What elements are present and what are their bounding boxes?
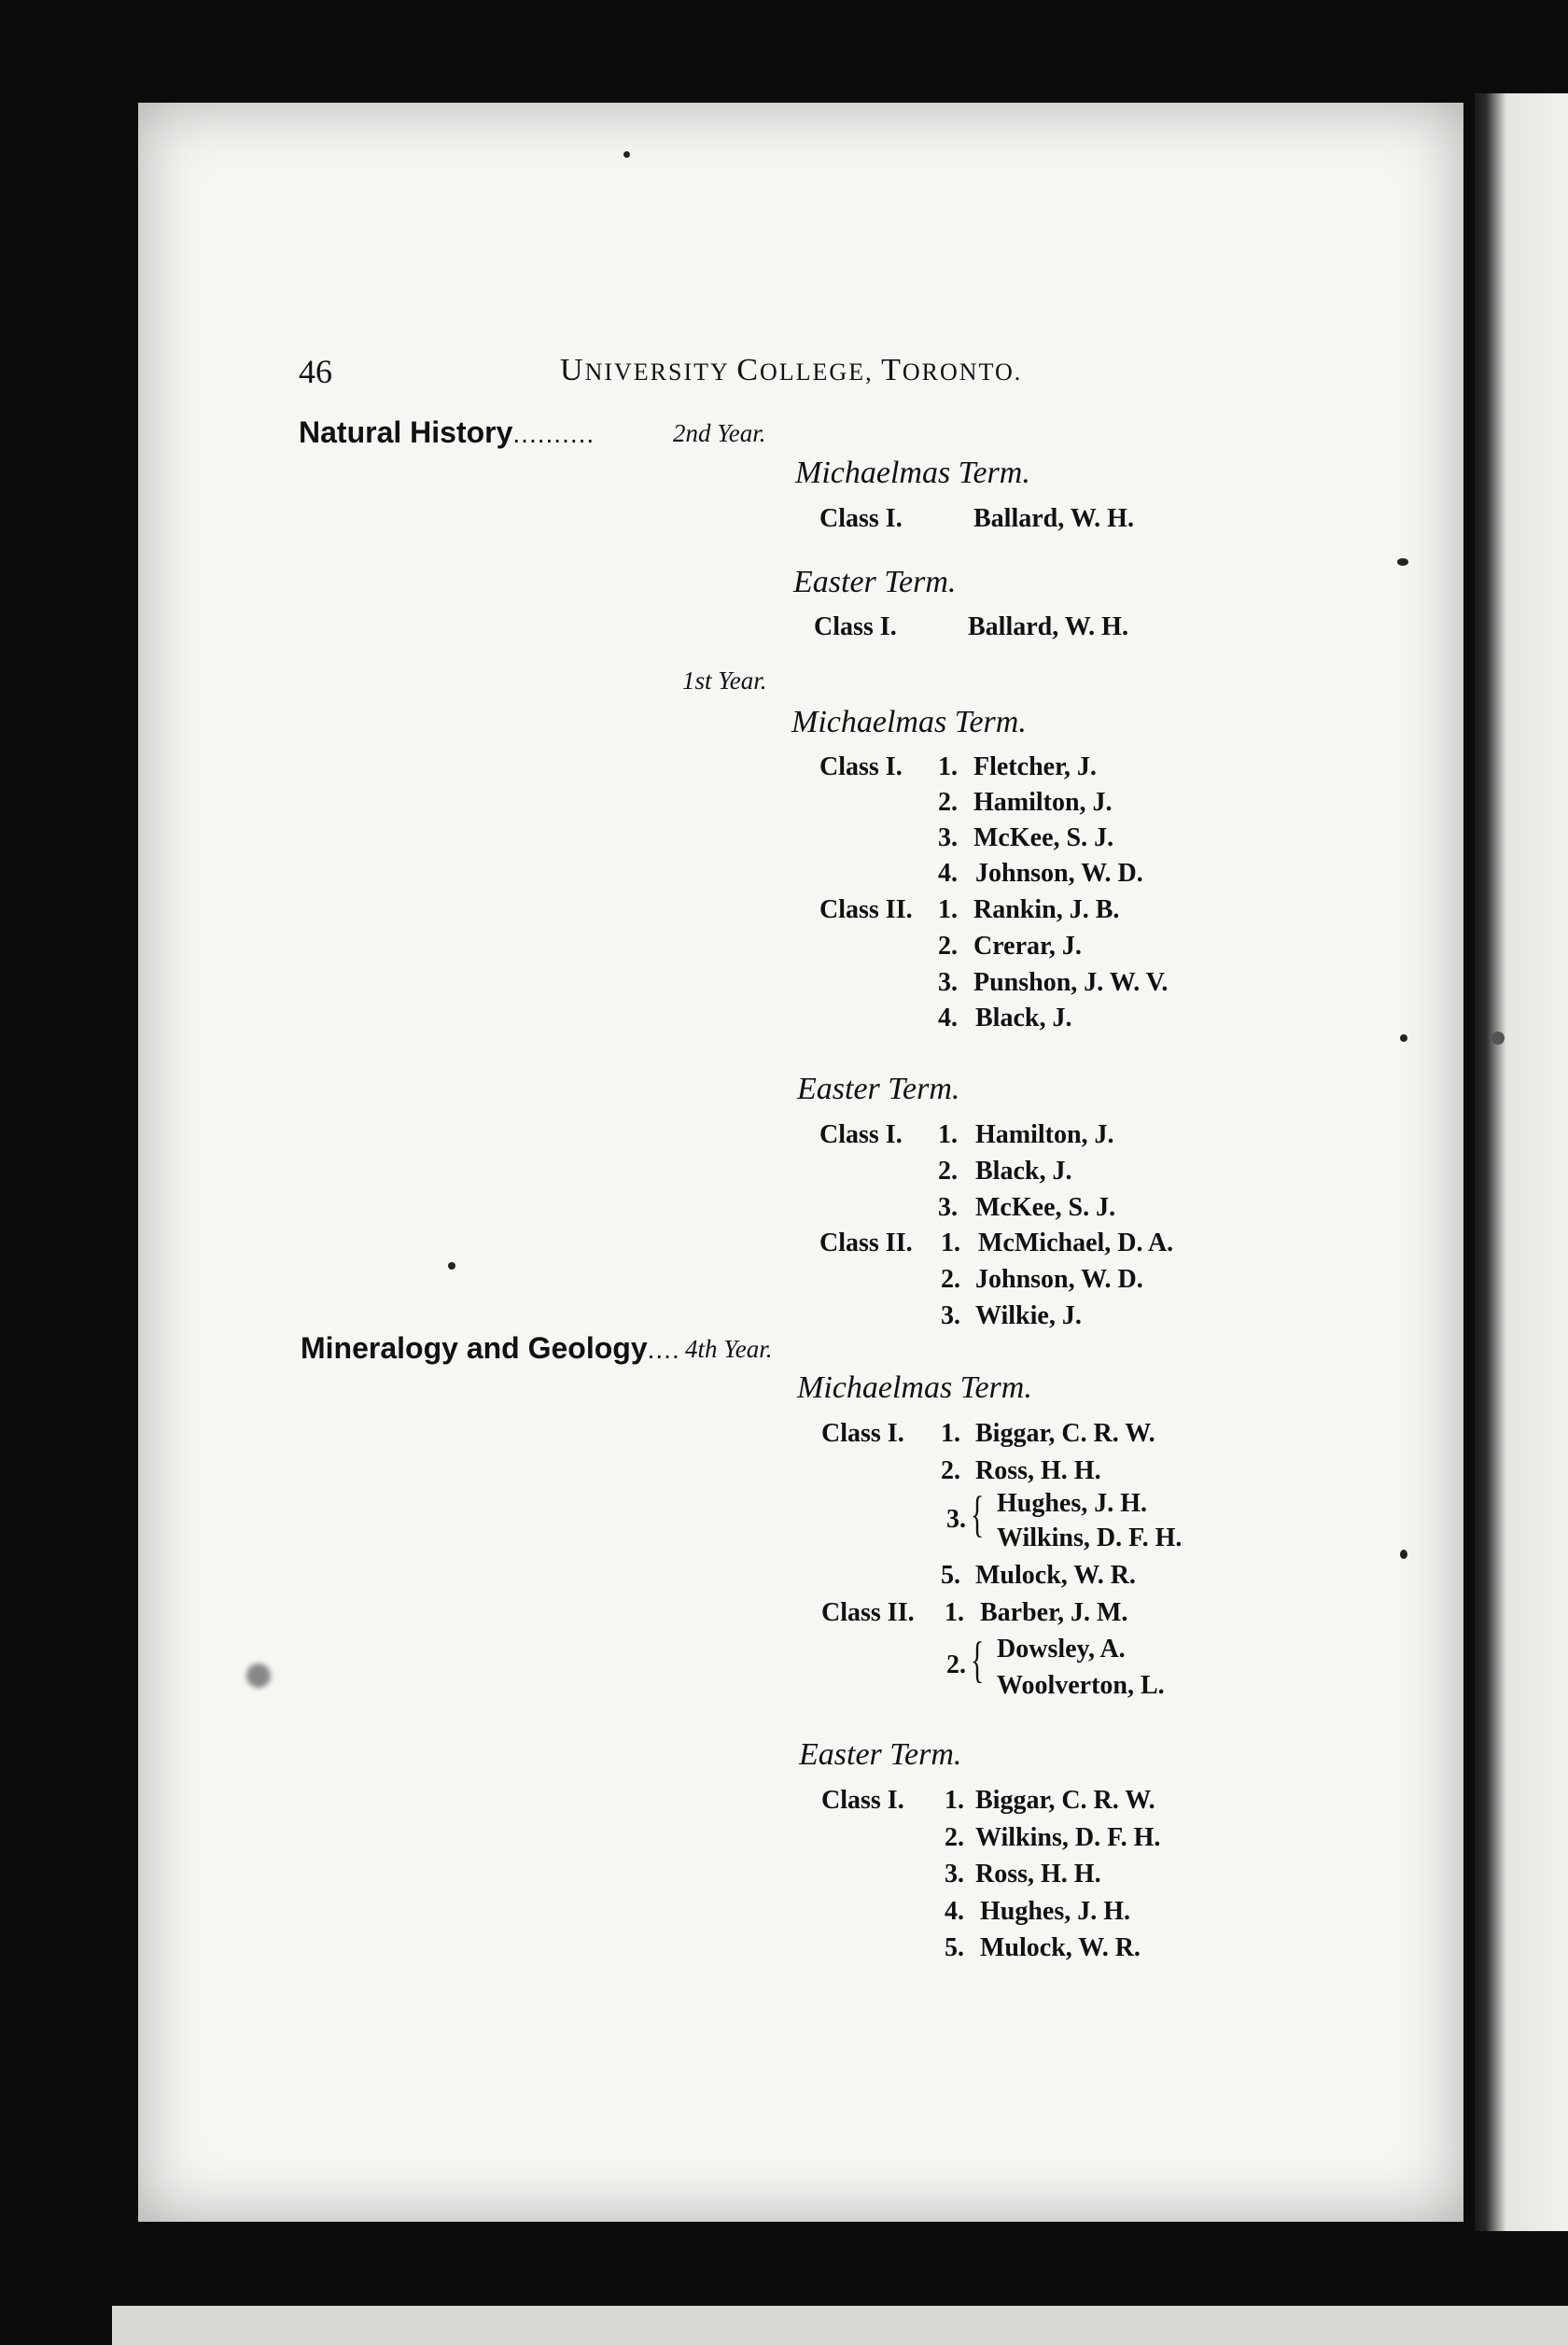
- page-number: 46: [299, 353, 332, 390]
- rank-number: 2.: [945, 1823, 964, 1852]
- rank-number: 2.: [941, 1265, 960, 1294]
- scan-speck: [448, 1262, 455, 1270]
- scan-speck: [1397, 558, 1408, 566]
- rank-number: 1.: [941, 1419, 960, 1448]
- adjacent-page-edge: [1475, 93, 1568, 2231]
- student-name: Ross, H. H.: [975, 1860, 1101, 1889]
- rank-number: 1.: [938, 752, 958, 781]
- class-label: Class I.: [814, 612, 897, 641]
- rank-number: 3.: [938, 823, 958, 852]
- year-label: 1st Year.: [682, 667, 767, 695]
- student-name: Biggar, C. R. W.: [975, 1419, 1155, 1448]
- class-label: Class II.: [821, 1598, 915, 1627]
- student-name: Biggar, C. R. W.: [975, 1786, 1155, 1815]
- section-heading-mineralogy: Mineralogy and Geology....: [301, 1331, 680, 1365]
- scan-speck: [1491, 1032, 1505, 1045]
- student-name: Dowsley, A.: [997, 1635, 1126, 1664]
- rank-number: 1.: [945, 1598, 964, 1627]
- scan-speck: [623, 151, 630, 158]
- term-heading: Easter Term.: [793, 565, 957, 599]
- term-heading: Easter Term.: [799, 1737, 962, 1772]
- rank-number: 1.: [938, 895, 958, 924]
- rank-number: 3.: [941, 1301, 960, 1330]
- term-heading: Michaelmas Term.: [795, 456, 1030, 490]
- student-name: Mulock, W. R.: [980, 1933, 1141, 1962]
- rank-number: 5.: [941, 1561, 960, 1590]
- class-label: Class I.: [819, 504, 903, 533]
- student-name: Wilkins, D. F. H.: [975, 1823, 1161, 1852]
- rank-number: 1.: [941, 1229, 960, 1257]
- student-name: McKee, S. J.: [973, 823, 1114, 852]
- student-name: McKee, S. J.: [975, 1193, 1116, 1222]
- year-label: 2nd Year.: [673, 419, 766, 447]
- rank-number: 2.: [938, 788, 958, 817]
- rank-number: 1.: [945, 1786, 964, 1815]
- student-name: McMichael, D. A.: [978, 1229, 1174, 1257]
- scan-blot: [246, 1664, 271, 1688]
- rank-number: 4.: [945, 1897, 964, 1926]
- term-heading: Michaelmas Term.: [797, 1370, 1032, 1405]
- section-heading-natural-history: Natural History..........: [299, 415, 595, 449]
- rank-number: 3.: [938, 1193, 958, 1222]
- rank-number: 2.: [941, 1456, 960, 1485]
- student-name: Punshon, J. W. V.: [973, 968, 1169, 997]
- term-heading: Easter Term.: [797, 1072, 960, 1106]
- student-name: Wilkins, D. F. H.: [997, 1524, 1183, 1552]
- tie-brace: {: [971, 1486, 985, 1542]
- student-name: Fletcher, J.: [973, 752, 1097, 781]
- rank-number: 2.: [946, 1650, 966, 1679]
- bottom-page-edge: [112, 2306, 1568, 2345]
- year-label: 4th Year.: [685, 1335, 773, 1363]
- rank-number: 3.: [946, 1505, 966, 1534]
- student-name: Crerar, J.: [973, 932, 1082, 961]
- student-name: Johnson, W. D.: [975, 859, 1143, 888]
- student-name: Hamilton, J.: [975, 1120, 1114, 1149]
- rank-number: 5.: [945, 1933, 964, 1962]
- rank-number: 3.: [945, 1860, 964, 1889]
- student-name: Hamilton, J.: [973, 788, 1113, 817]
- rank-number: 2.: [938, 932, 958, 961]
- class-label: Class I.: [821, 1419, 904, 1448]
- student-name: Woolverton, L.: [997, 1671, 1165, 1700]
- student-name: Rankin, J. B.: [973, 895, 1120, 924]
- rank-number: 1.: [938, 1120, 958, 1149]
- student-name: Ballard, W. H.: [968, 612, 1128, 641]
- class-label: Class II.: [819, 895, 913, 924]
- tie-brace: {: [971, 1632, 985, 1688]
- rank-number: 2.: [938, 1157, 958, 1186]
- student-name: Black, J.: [975, 1157, 1072, 1186]
- rank-number: 4.: [938, 859, 958, 888]
- class-label: Class I.: [821, 1786, 904, 1815]
- student-name: Hughes, J. H.: [980, 1897, 1131, 1926]
- student-name: Ballard, W. H.: [973, 504, 1134, 533]
- student-name: Hughes, J. H.: [997, 1489, 1148, 1518]
- rank-number: 4.: [938, 1004, 958, 1032]
- scan-speck: [1400, 1550, 1407, 1559]
- class-label: Class I.: [819, 752, 903, 781]
- running-header: UNIVERSITY COLLEGE, TORONTO.: [560, 353, 1023, 387]
- student-name: Ross, H. H.: [975, 1456, 1101, 1485]
- student-name: Mulock, W. R.: [975, 1561, 1136, 1590]
- student-name: Johnson, W. D.: [975, 1265, 1143, 1294]
- scan-speck: [1400, 1034, 1407, 1042]
- class-label: Class II.: [819, 1229, 913, 1257]
- term-heading: Michaelmas Term.: [791, 705, 1027, 739]
- rank-number: 3.: [938, 968, 958, 997]
- class-label: Class I.: [819, 1120, 903, 1149]
- student-name: Barber, J. M.: [980, 1598, 1128, 1627]
- student-name: Wilkie, J.: [975, 1301, 1082, 1330]
- student-name: Black, J.: [975, 1004, 1072, 1032]
